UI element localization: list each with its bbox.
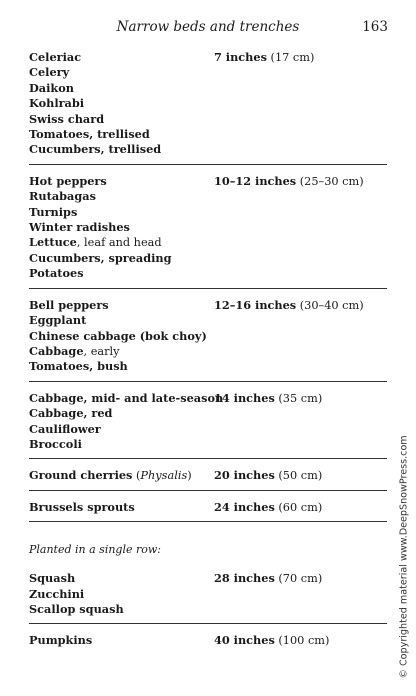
- vegetable-bold: Kohlrabi: [29, 96, 85, 111]
- spacing-group: [29, 459, 387, 490]
- vegetable-bold: Bell peppers: [29, 297, 109, 312]
- spacing-inches: 24 inches: [214, 499, 275, 514]
- vegetable-bold: Celery: [29, 65, 70, 80]
- vegetable-bold: Potatoes: [29, 266, 84, 281]
- vegetable-bold: Swiss chard: [29, 111, 105, 126]
- spacing-group: [29, 382, 387, 460]
- vegetable-bold: Zucchini: [29, 586, 85, 601]
- vegetable-name: Lettuce, leaf and head: [29, 235, 162, 250]
- vegetable-name: [29, 422, 214, 437]
- spacing-group: [29, 491, 387, 522]
- vegetable-bold: Winter radishes: [29, 220, 130, 235]
- vegetable-list: [29, 633, 214, 648]
- row-note-text: Planted in a single row:: [29, 543, 161, 557]
- vegetable-name: [29, 142, 214, 157]
- spacing-value: 10–12 inches (25–30 cm): [214, 173, 364, 188]
- vegetable-name: [29, 359, 214, 374]
- vegetable-name: [29, 313, 214, 328]
- vegetable-list: [29, 390, 224, 453]
- vegetable-name: [29, 81, 214, 96]
- vegetable-list: [29, 50, 214, 158]
- spacing-value: 12–16 inches (30–40 cm): [214, 297, 364, 312]
- vegetable-name: [29, 266, 214, 281]
- vegetable-name: [29, 251, 214, 266]
- spacing-group: [29, 624, 387, 654]
- vegetable-latin: Physalis: [140, 469, 188, 483]
- vegetable-list: [29, 571, 214, 617]
- vegetable-bold: Cauliflower: [29, 421, 101, 436]
- vegetable-name: [29, 112, 214, 127]
- vegetable-bold: Cabbage: [29, 343, 84, 358]
- spacing-value: 40 inches (100 cm): [214, 633, 330, 648]
- spacing-group: [29, 47, 387, 165]
- vegetable-bold: Chinese cabbage (bok choy): [29, 328, 207, 343]
- spacing-inches: 40 inches: [214, 633, 275, 648]
- spacing-inches: 12–16 inches: [214, 297, 297, 312]
- row-note: [29, 522, 387, 566]
- vegetable-bold: Lettuce: [29, 235, 77, 250]
- vegetable-name: [29, 220, 214, 235]
- spacing-group: [29, 566, 387, 624]
- vegetable-bold: Cucumbers, spreading: [29, 250, 172, 265]
- vegetable-name: [29, 633, 214, 648]
- vegetable-name: [29, 390, 224, 406]
- vegetable-name: [29, 329, 214, 344]
- vegetable-bold: Eggplant: [29, 313, 87, 328]
- vegetable-name: [29, 96, 214, 111]
- spacing-inches: 28 inches: [214, 571, 275, 586]
- spacing-inches: 7 inches: [214, 50, 267, 64]
- vegetable-name: [29, 406, 214, 421]
- spacing-inches: 20 inches: [214, 468, 275, 483]
- vegetable-bold: Rutabagas: [29, 189, 96, 204]
- spacing-value: 28 inches (70 cm): [214, 571, 323, 586]
- vegetable-bold: Squash: [29, 571, 76, 586]
- vegetable-bold: Brussels sprouts: [29, 499, 135, 514]
- spacing-group: [29, 289, 387, 382]
- spacing-value: 24 inches (60 cm): [214, 499, 323, 514]
- spacing-value: 20 inches (50 cm): [214, 468, 323, 483]
- vegetable-name: [29, 298, 214, 313]
- copyright-text: © Copyrighted material www.DeepSnowPress.com: [398, 435, 410, 679]
- vegetable-bold: Tomatoes, bush: [29, 359, 128, 374]
- spacing-inches: 14 inches: [214, 390, 275, 405]
- copyright-watermark: [397, 426, 411, 688]
- vegetable-name: [29, 127, 214, 142]
- vegetable-name: [29, 50, 214, 65]
- vegetable-name: Cabbage, early: [29, 343, 120, 358]
- vegetable-name: [29, 65, 214, 80]
- vegetable-list: [29, 500, 214, 515]
- spacing-table: [29, 47, 387, 655]
- page-number: 163: [362, 19, 388, 35]
- running-title: Narrow beds and trenches: [116, 19, 300, 35]
- vegetable-bold: Turnips: [29, 204, 78, 219]
- vegetable-name: [29, 174, 214, 189]
- vegetable-bold: Daikon: [29, 80, 74, 95]
- vegetable-name: [29, 437, 214, 452]
- vegetable-bold: Cabbage, mid- and late-season: [29, 390, 224, 405]
- vegetable-name: [29, 571, 214, 586]
- vegetable-name: [29, 205, 214, 220]
- vegetable-bold: Cucumbers, trellised: [29, 142, 162, 157]
- vegetable-bold: Scallop squash: [29, 601, 124, 616]
- vegetable-bold: Tomatoes, trellised: [29, 127, 150, 142]
- vegetable-name: [29, 189, 214, 204]
- vegetable-bold: Celeriac: [29, 50, 82, 64]
- vegetable-bold: Broccoli: [29, 436, 82, 451]
- vegetable-name: [29, 602, 214, 617]
- page-header: [0, 19, 416, 37]
- spacing-value: 14 inches (35 cm): [214, 390, 323, 405]
- spacing-group: [29, 165, 387, 289]
- vegetable-bold: Cabbage, red: [29, 406, 113, 421]
- vegetable-name: [29, 500, 214, 515]
- vegetable-bold: Hot peppers: [29, 173, 107, 188]
- vegetable-name: [29, 587, 214, 602]
- spacing-value: 7 inches (17 cm): [214, 50, 315, 64]
- vegetable-list: [29, 298, 214, 375]
- vegetable-name: Ground cherries (Physalis): [29, 468, 192, 483]
- spacing-inches: 10–12 inches: [214, 173, 297, 188]
- vegetable-list: [29, 174, 214, 282]
- vegetable-bold: Pumpkins: [29, 633, 93, 648]
- vegetable-list: [29, 468, 214, 483]
- vegetable-bold: Ground cherries: [29, 468, 133, 483]
